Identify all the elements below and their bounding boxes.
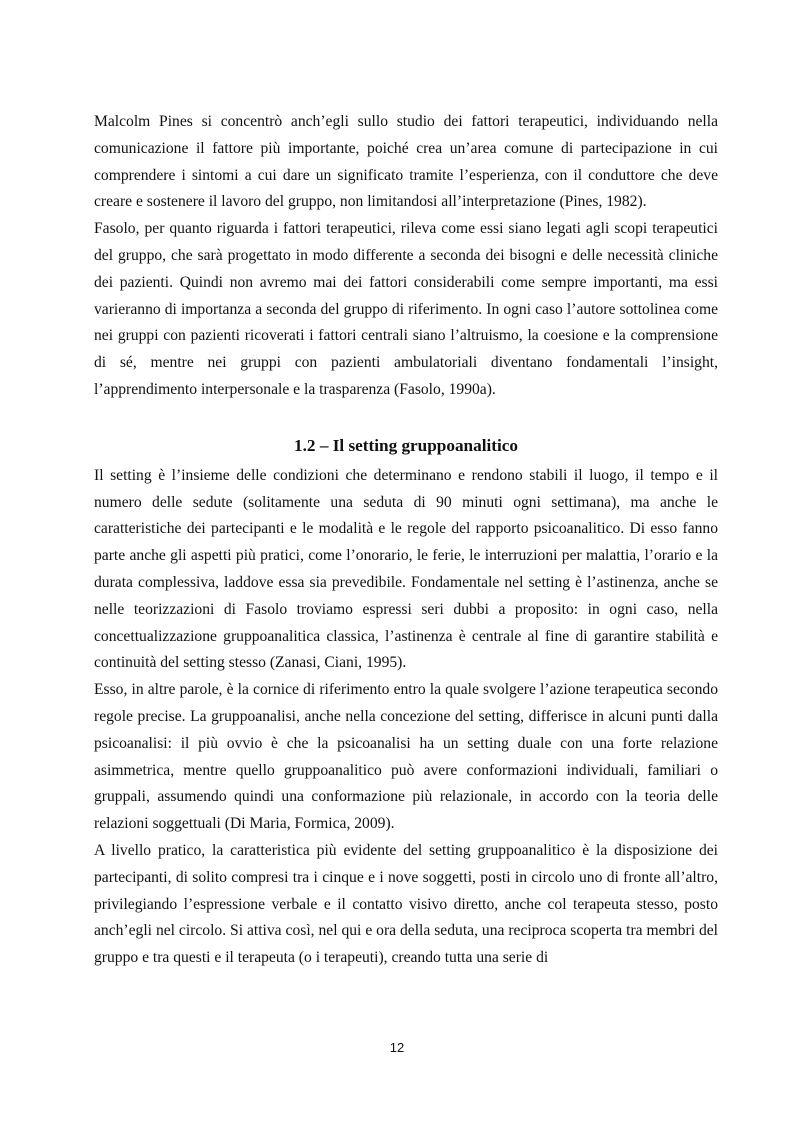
section-heading: 1.2 – Il setting gruppoanalitico xyxy=(294,435,518,455)
document-page xyxy=(94,109,718,972)
paragraph-setting-practice: A livello pratico, la caratteristica più evidente del setting gruppoanalitico è la disposizione dei partecipanti, di solito compresi tra i cinque e i nove soggetti, posti in circolo uno di fronte all’altro, privilegiando l’espressione verbale e il contatto visivo diretto, anche col terapeuta stesso, posto anch’egli nel circolo. Si attiva così, nel qui e ora della seduta, una reciproca scoperta tra membri del gruppo e tra questi e il terapeuta (o i terapeuti), creando tutta una serie di xyxy=(94,841,718,967)
paragraph-setting-frame: Esso, in altre parole, è la cornice di riferimento entro la quale svolgere l’azione terapeutica secondo regole precise. La gruppoanalisi, anche nella concezione del setting, differisce in alcuni punti dalla psicoanalisi: il più ovvio è che la psicoanalisi ha un setting duale con una forte relazione asimmetrica, mentre quello gruppoanalitico può avere conformazioni individuali, familiari o gruppali, assumendo quindi una conformazione più relazionale, in accordo con la teoria delle relazioni soggettuali (Di Maria, Formica, 2009). xyxy=(94,681,718,833)
paragraph-fasolo: Fasolo, per quanto riguarda i fattori terapeutici, rileva come essi siano legati agli scopi terapeutici del gruppo, che sarà progettato in modo differente a seconda dei bisogni e delle necessità cliniche dei pazienti. Quindi non avremo mai dei fattori considerabili come sempre importanti, ma essi varieranno di importanza a seconda del gruppo di riferimento. In ogni caso l’autore sottolinea come nei gruppi con pazienti ricoverati i fattori centrali siano l’altruismo, la coesione e la comprensione di sé, mentre nei gruppi con pazienti ambulatoriali diventano fondamentali l’insight, l’apprendimento interpersonale e la trasparenza (Fasolo, 1990a). xyxy=(94,220,718,398)
page-number: 12 xyxy=(389,1040,405,1055)
paragraph-pines: Malcolm Pines si concentrò anch’egli sullo studio dei fattori terapeutici, individuando nella comunicazione il fattore più importante, poiché crea un’area comune di partecipazione in cui comprendere i sintomi a cui dare un significato tramite l’esperienza, con il conduttore che deve creare e sostenere il lavoro del gruppo, non limitandosi all’interpretazione (Pines, 1982). xyxy=(94,113,718,211)
paragraph-setting-definition: Il setting è l’insieme delle condizioni che determinano e rendono stabili il luogo, il tempo e il numero delle sedute (solitamente una seduta di 90 minuti ogni settimana), ma anche le caratteristiche dei partecipanti e le modalità e le regole del rapporto psicoanalitico. Di esso fanno parte anche gli aspetti più pratici, come l’onorario, le ferie, le interruzioni per malattia, l’orario e la durata complessiva, laddove essa sia prevedibile. Fondamentale nel setting è l’astinenza, anche se nelle teorizzazioni di Fasolo troviamo espressi seri dubbi a proposito: in ogni caso, nella concettualizzazione gruppoanalitica classica, l’astinenza è centrale al fine di garantire stabilità e continuità del setting stesso (Zanasi, Ciani, 1995). xyxy=(94,466,718,672)
